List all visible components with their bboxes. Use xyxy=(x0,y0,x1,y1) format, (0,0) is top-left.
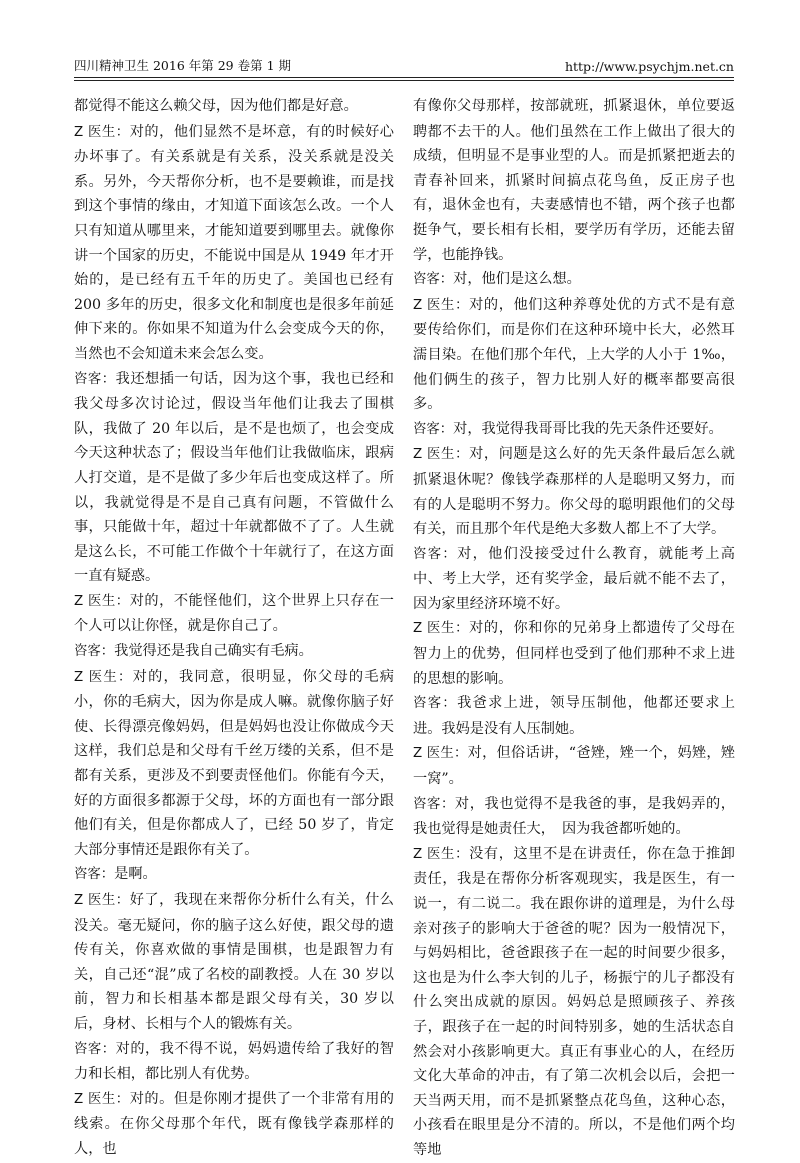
paragraph-text: 对的，我不得不说，妈妈遗传给了我好的智力和长相，都比别人有优势。 xyxy=(74,1040,394,1083)
dialogue-paragraph xyxy=(74,1037,394,1087)
speaker-label: Z 医生： xyxy=(413,447,470,463)
paragraph-text: 对的，不能怪他们，这个世界上只存在一个人可以让你怪，就是你自己了。 xyxy=(74,592,394,635)
journal-url[interactable]: http://www.psychjm.net.cn xyxy=(564,59,734,74)
speaker-label: Z 医生： xyxy=(413,746,468,762)
dialogue-paragraph xyxy=(74,639,394,665)
dialogue-paragraph xyxy=(413,417,735,443)
dialogue-paragraph xyxy=(413,616,735,691)
paragraph-text: 都觉得不能这么赖父母，因为他们都是好意。 xyxy=(74,98,358,114)
paragraph-text: 对的，他们这种养尊处优的方式不是有意要传给你们，而是你们在这种环境中长大，必然耳濡目染。在他们那个年代，上大学的人小于 1‰，他们俩生的孩子，智力比别人好的概率都要高很多。 xyxy=(413,296,735,413)
dialogue-paragraph xyxy=(413,842,735,1163)
speaker-label: Z 医生： xyxy=(74,893,130,908)
speaker-label: Z 医生： xyxy=(413,621,470,637)
paragraph-text: 对的，他们显然不是坏意，有的时候好心办坏事了。有关系就是有关系，没关系就是没关系。另外，今天帮你分析，也不是要赖谁，而是找到这个事情的缘由，才知道下面该怎么改。一个人只有知道从哪里来，才能知道要到哪里去。就像你讲一个国家的历史，不能说中国是从 1949 年才开始的，是已经有五千年的历史了。美国也已经有 200 多年的历史，很多文化和制度也是很多年前延伸下来的。你如果不知道为什么会变成今天的你，当然也不会知道未来会怎么变。 xyxy=(74,123,394,362)
paragraph-text: 对的，你和你的兄弟身上都遗传了父母在智力上的优势，但同样也受到了他们那种不求上进的思想的影响。 xyxy=(413,620,735,687)
paragraph-text: 对，他们是这么想。 xyxy=(453,271,581,288)
speaker-label: Z 医生： xyxy=(74,669,133,685)
dialogue-paragraph xyxy=(413,94,735,267)
dialogue-paragraph xyxy=(74,862,394,888)
right-column xyxy=(413,94,735,1163)
dialogue-paragraph xyxy=(413,792,735,842)
paragraph-text: 我爸求上进，领导压制他，他都还要求上进。我妈是没有人压制她。 xyxy=(413,695,735,737)
speaker-label: 咨客： xyxy=(413,696,458,712)
paragraph-text: 对，我也觉得不是我爸的事，是我妈弄的，我也觉得是她责任大， 因为我爸都听她的。 xyxy=(413,795,735,838)
header-rule xyxy=(74,77,734,78)
paragraph-text: 没有，这里不是在讲责任，你在急于推卸责任，我是在帮你分析客观现实，我是医生，有一说一，有二说二。我在跟你讲的道理是，为什么母亲对孩子的影响大于爸爸的呢？因为一般情况下，与妈妈相比，爸爸跟孩子在一起的时间要少很多，这也是为什么李大钊的儿子，杨振宁的儿子都没有什么突出成就的原因。妈妈总是照顾孩子、养孩子，跟孩子在一起的时间特别多，她的生活状态自然会对小孩影响更大。真正有事业心的人，在经历文化大革命的冲击，有了第二次机会以后，会把一天当两天用，而不是抓紧整点花鸟鱼，这种心态，小孩看在眼里是分不清的。所以，不是他们两个均等地 xyxy=(413,845,735,1158)
left-column xyxy=(74,94,394,1162)
paragraph-text: 对，他们没接受过什么教育，就能考上高中、考上大学，还有奖学金，最后就不能不去了，因为家里经济环境不好。 xyxy=(413,545,735,612)
speaker-label: 咨客： xyxy=(74,371,116,387)
paragraph-text: 对的，我同意，很明显，你父母的毛病小，你的毛病大，因为你是成人嘛。就像你脑子好使、长得漂亮像妈妈，但是妈妈也没让你做成今天这样，我们总是和父母有千丝万缕的关系，但不是都有关系，更涉及不到要责怪他们。你能有今天，好的方面很多都源于父母，坏的方面也有一部分跟他们有关，但是你都成人了，已经 50 岁了，肯定大部分事情还是跟你有关了。 xyxy=(74,668,394,858)
speaker-label: Z 医生： xyxy=(74,593,130,609)
speaker-label: 咨客： xyxy=(74,644,115,660)
paragraph-text: 我觉得还是我自己确实有毛病。 xyxy=(114,643,313,660)
speaker-label: Z 医生： xyxy=(74,124,130,140)
speaker-label: 咨客： xyxy=(74,867,115,883)
dialogue-paragraph xyxy=(74,888,394,1037)
paragraph-text: 对，我觉得我哥哥比我的先天条件还要好。 xyxy=(453,420,723,437)
speaker-label: Z 医生： xyxy=(413,846,470,862)
dialogue-paragraph xyxy=(413,442,735,541)
dialogue-paragraph xyxy=(74,665,394,863)
paragraph-text: 对，问题是这么好的先天条件最后怎么就抓紧退休呢？像钱学森那样的人是聪明又努力，而有的人是聪明不努力。你父母的聪明跟他们的父母有关，而且那个年代是绝大多数人都上不了大学。 xyxy=(413,446,735,538)
paragraph-text: 对的。但是你刚才提供了一个非常有用的线索。在你父母那个年代，既有像钱学森那样的人，也 xyxy=(74,1090,394,1157)
speaker-label: Z 医生： xyxy=(413,297,470,313)
dialogue-paragraph xyxy=(74,94,394,120)
speaker-label: 咨客： xyxy=(413,421,454,437)
dialogue-paragraph xyxy=(413,293,735,417)
dialogue-paragraph xyxy=(74,367,394,589)
running-header xyxy=(74,54,734,74)
paragraph-text: 我还想插一句话，因为这个事，我也已经和我父母多次讨论过，假设当年他们让我去了围棋队，我做了 20 年以后，是不是也烦了，也会变成今天这种状态了；假设当年他们让我做临床，跟病人打交道，是不是做了多少年后也变成这样了。所以，我就觉得是不是自己真有问题，不管做什么事，只能做十年，超过十年就都做不了了。人生就是这么长，不可能工作做个十年就行了，在这方面一直有疑惑。 xyxy=(74,370,394,585)
dialogue-paragraph xyxy=(413,267,735,293)
journal-title: 四川精神卫生 2016 年第 29 卷第 1 期 xyxy=(74,58,292,73)
paragraph-text: 好了，我现在来帮你分析什么有关，什么没关。毫无疑问，你的脑子这么好使，跟父母的遗传有关，你喜欢做的事情是围棋，也是跟智力有关，自己还“混”成了名校的副教授。人在 30 岁以前，智力和长相基本都是跟父母有关，30 岁以后，身材、长相与个人的锻炼有关。 xyxy=(74,892,394,1032)
speaker-label: 咨客： xyxy=(413,272,454,288)
dialogue-paragraph xyxy=(74,1087,394,1162)
dialogue-paragraph xyxy=(74,120,394,367)
dialogue-paragraph xyxy=(413,691,735,741)
paragraph-text: 有像你父母那样，按部就班，抓紧退休，单位要返聘都不去干的人。他们虽然在工作上做出了很大的成绩，但明显不是事业型的人。而是抓紧把逝去的青春补回来，抓紧时间搞点花鸟鱼，反正房子也有，退休金也有，夫妻感情也不错，两个孩子也都挺争气，要长相有长相，要学历有学历，还能去留学，也能挣钱。 xyxy=(413,98,735,263)
dialogue-paragraph xyxy=(413,741,735,791)
paragraph-text: 对，但俗话讲，“爸矬，矬一个，妈矬，矬一窝”。 xyxy=(413,745,735,788)
speaker-label: 咨客： xyxy=(74,1041,116,1057)
speaker-label: 咨客： xyxy=(413,796,455,812)
speaker-label: Z 医生： xyxy=(74,1091,130,1107)
dialogue-paragraph xyxy=(413,542,735,617)
speaker-label: 咨客： xyxy=(413,546,458,562)
paragraph-text: 是啊。 xyxy=(114,866,157,883)
dialogue-paragraph xyxy=(74,589,394,639)
header-rule-thin xyxy=(74,80,734,81)
